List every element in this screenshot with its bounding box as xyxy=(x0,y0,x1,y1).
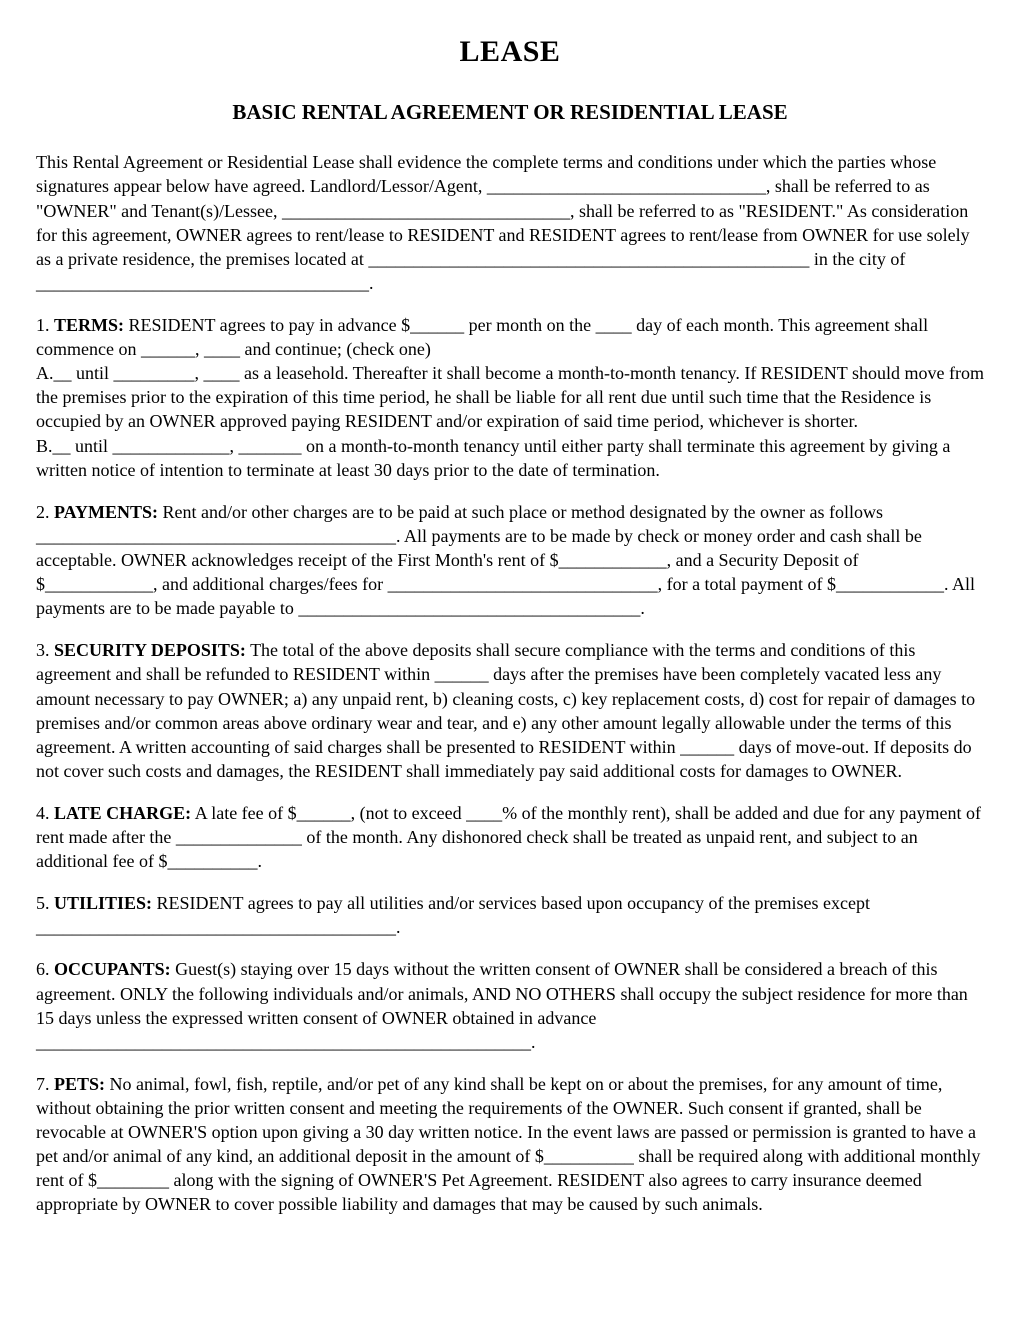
section-utilities-number: 5. xyxy=(36,893,54,914)
section-security-deposits-lead-paragraph xyxy=(36,638,984,783)
section-pets-number: 7. xyxy=(36,1073,54,1094)
section-terms-text: RESIDENT agrees to pay in advance $______ per month on the ____ day of each month. This agreement shall commence on ______, ____ and continue; (check one) xyxy=(36,314,929,360)
section-utilities xyxy=(36,891,984,939)
occupants-blank-line: _______________________________________________________. xyxy=(36,1031,536,1052)
section-late-charge-heading: LATE CHARGE: xyxy=(54,802,192,823)
section-payments-lead-paragraph xyxy=(36,500,984,621)
section-utilities-lead-paragraph xyxy=(36,891,984,915)
section-security-deposits-number: 3. xyxy=(36,640,54,661)
section-late-charge xyxy=(36,801,984,873)
section-security-deposits-heading: SECURITY DEPOSITS: xyxy=(54,640,246,661)
section-security-deposits xyxy=(36,638,984,783)
section-occupants-heading: OCCUPANTS: xyxy=(54,959,171,980)
terms-clause-a: A.__ until _________, ____ as a leasehold. Thereafter it shall become a month-to-month tenancy. If RESIDENT should move from the premises prior to the expiration of this time period, he shall be liable for all rent due until such time that the Residence is occupied by an OWNER approved paying RESIDENT and/or expiration of said time period, whichever is shorter. xyxy=(36,363,984,432)
section-payments-text: Rent and/or other charges are to be paid at such place or method designated by the owner as follows ________________________________________. All payments are to be made by check or money order and cash shall be acceptable. OWNER acknowledges receipt of the First Month's rent of $____________, and a Security Deposit of $____________, and additional charges/fees for ______________________________, for a total payment of $____________. All payments are to be made payable to ______________________________________. xyxy=(36,501,976,619)
section-utilities-text: RESIDENT agrees to pay all utilities and/or services based upon occupancy of the premises except xyxy=(152,893,870,914)
section-terms xyxy=(36,313,984,482)
section-terms-heading: TERMS: xyxy=(54,314,125,335)
section-payments-heading: PAYMENTS: xyxy=(54,501,159,522)
section-occupants xyxy=(36,957,984,1053)
section-late-charge-lead-paragraph xyxy=(36,801,984,873)
document-subtitle: BASIC RENTAL AGREEMENT OR RESIDENTIAL LEASE xyxy=(232,100,788,125)
section-occupants-text: Guest(s) staying over 15 days without the written consent of OWNER shall be considered a breach of this agreement. ONLY the following individuals and/or animals, AND NO OTHERS shall occupy the subject residence for more than 15 days unless the expressed written consent of OWNER obtained in advance xyxy=(36,959,968,1028)
section-security-deposits-text: The total of the above deposits shall secure compliance with the terms and conditions of this agreement and shall be refunded to RESIDENT within ______ days after the premises have been completely vacated less any amount necessary to pay OWNER; a) any unpaid rent, b) cleaning costs, c) key replacement costs, d) cost for repair of damages to premises and/or common areas above ordinary wear and tear, and e) any other amount legally allowable under the terms of this agreement. A written accounting of said charges shall be presented to RESIDENT within ______ days of move-out. If deposits do not cover such costs and damages, the RESIDENT shall immediately pay said additional costs for damages to OWNER. xyxy=(36,640,976,781)
section-utilities-heading: UTILITIES: xyxy=(54,893,153,914)
section-pets xyxy=(36,1072,984,1217)
section-pets-lead-paragraph xyxy=(36,1072,984,1217)
terms-clause-b: B.__ until _____________, _______ on a month-to-month tenancy until either party shall terminate this agreement by giving a written notice of intention to terminate at least 30 days prior to the date of termination. xyxy=(36,435,951,480)
section-late-charge-text: A late fee of $______, (not to exceed ____% of the monthly rent), shall be added and due for any payment of rent made after the ______________ of the month. Any dishonored check shall be treated as unpaid rent, and subject to an additional fee of $__________. xyxy=(36,802,981,872)
section-payments xyxy=(36,500,984,621)
section-occupants-number: 6. xyxy=(36,959,54,980)
section-payments-number: 2. xyxy=(36,501,54,522)
section-terms-number: 1. xyxy=(36,314,54,335)
section-occupants-lead-paragraph xyxy=(36,957,984,1029)
section-late-charge-number: 4. xyxy=(36,802,54,823)
intro-paragraph: This Rental Agreement or Residential Lease shall evidence the complete terms and conditions under which the parties whose signatures appear below have agreed. Landlord/Lessor/Agent, _______________________________, shall be referred to as "OWNER" and Tenant(s)/Lessee, ________________________________, shall be referred to as "RESIDENT." As consideration for this agreement, OWNER agrees to rent/lease to RESIDENT and RESIDENT agrees to rent/lease from OWNER for use solely as a private residence, the premises located at _________________________________________________ in the city of _____________________________________. xyxy=(36,152,970,293)
utilities-blank-line: ________________________________________. xyxy=(36,917,401,938)
section-terms-lead-paragraph xyxy=(36,313,984,361)
section-pets-heading: PETS: xyxy=(54,1073,106,1094)
document-title: LEASE xyxy=(459,35,561,68)
section-pets-text: No animal, fowl, fish, reptile, and/or pet of any kind shall be kept on or about the premises, for any amount of time, without obtaining the prior written consent and meeting the requirements of the OWNER. Such consent if granted, shall be revocable at OWNER'S option upon giving a 30 day written notice. In the event laws are passed or permission is granted to have a pet and/or animal of any kind, an additional deposit in the amount of $__________ shall be required along with additional monthly rent of $________ along with the signing of OWNER'S Pet Agreement. RESIDENT also agrees to carry insurance deemed appropriate by OWNER to cover possible liability and damages that may be caused by such animals. xyxy=(36,1073,981,1215)
